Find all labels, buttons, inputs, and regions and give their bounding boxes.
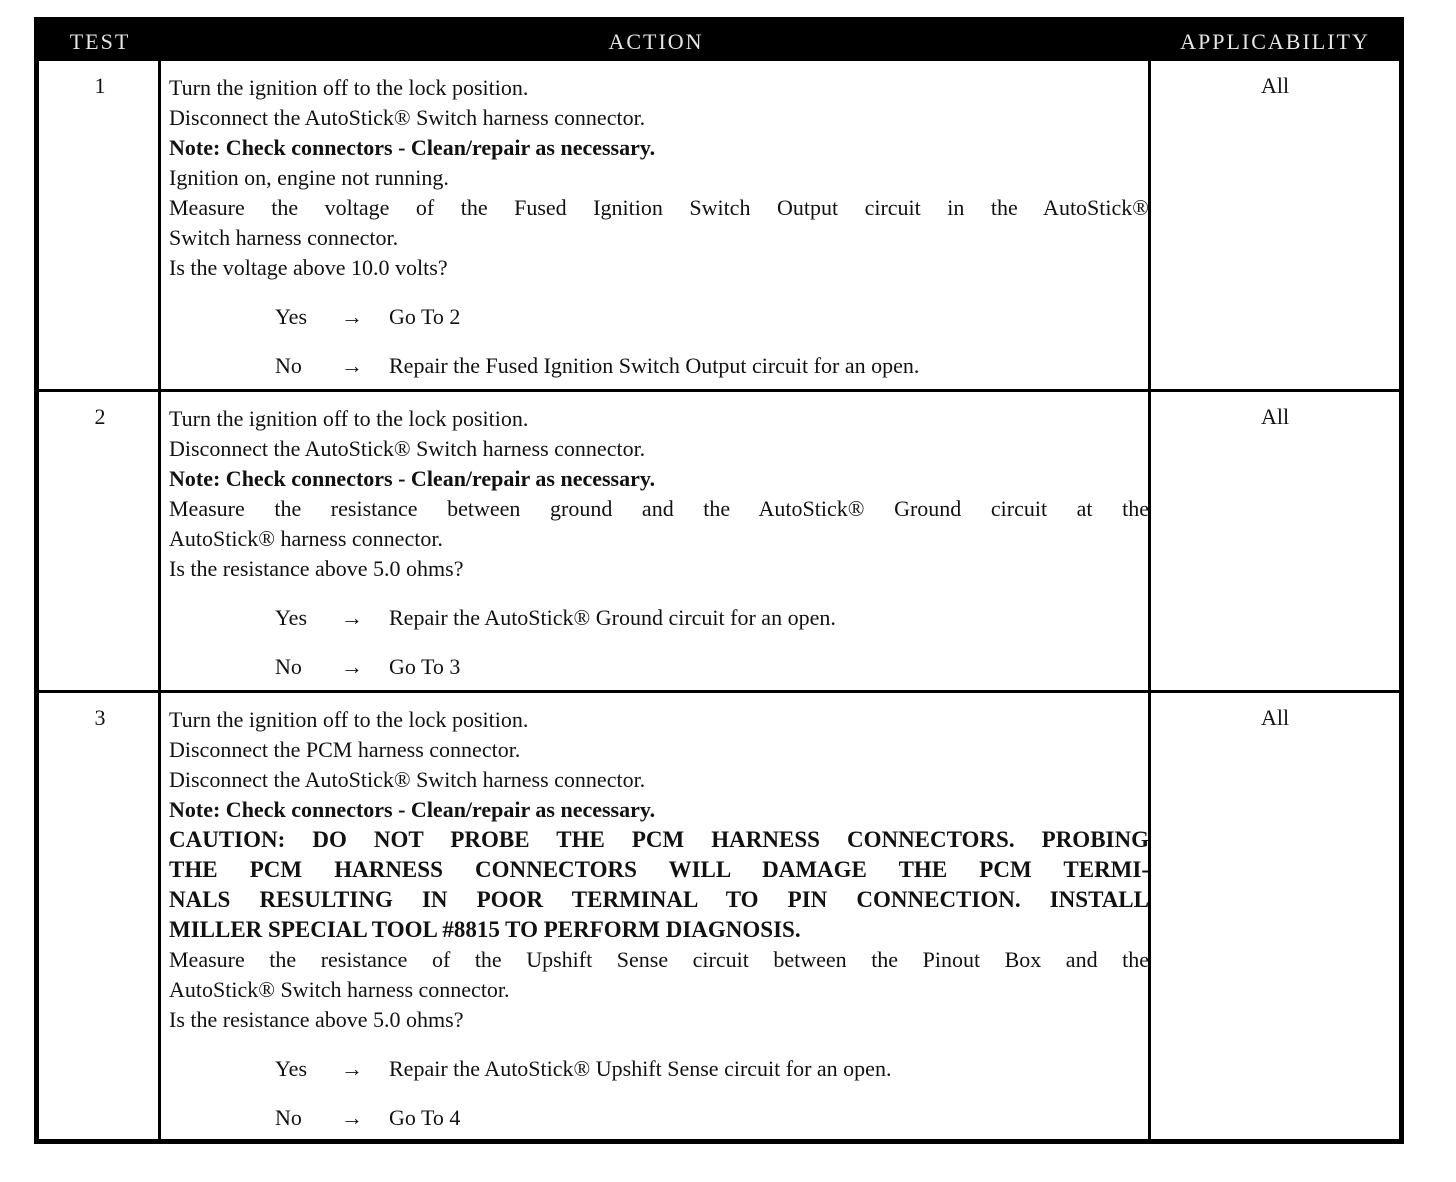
yes-result: Go To 2 [389,304,461,329]
action-line: Disconnect the AutoStick® Switch harness connector. [169,105,646,130]
action-line: Measure the voltage of the Fused Ignition Switch Output circuit in the AutoStick® [169,195,1149,220]
note-line: Note: Check connectors - Clean/repair as necessary. [169,797,656,822]
table-row [39,61,1399,391]
caution-line: NALS RESULTING IN POOR TERMINAL TO PIN CONNECTION. INSTALL [169,887,1149,912]
arrow-icon: → [341,353,363,378]
yes-branch [169,1054,1149,1084]
arrow-icon: → [341,304,363,329]
action-line: Switch harness connector. [169,225,399,250]
action-line: Ignition on, engine not running. [169,165,449,190]
note-line: Note: Check connectors - Clean/repair as necessary. [169,466,656,491]
table-row [39,693,1399,1143]
action-line: Measure the resistance of the Upshift Sense circuit between the Pinout Box and the [169,947,1149,972]
header-applicability: APPLICABILITY [1180,29,1370,54]
test-number: 1 [94,73,106,98]
question-line: Is the voltage above 10.0 volts? [169,255,448,280]
no-result: Go To 3 [389,654,461,679]
no-result: Repair the Fused Ignition Switch Output circuit for an open. [389,353,920,378]
table-header [39,22,1399,61]
no-branch [169,1103,1149,1133]
header-action: ACTION [608,29,704,54]
applicability-value: All [1260,404,1290,429]
test-number: 2 [94,404,106,429]
action-line: Turn the ignition off to the lock position. [169,75,529,100]
yes-branch [169,603,1149,633]
test-number: 3 [94,705,106,730]
diagnostic-table [34,17,1404,1144]
action-line: AutoStick® Switch harness connector. [169,977,510,1002]
table-row [39,392,1399,690]
arrow-icon: → [341,605,363,630]
yes-result: Repair the AutoStick® Ground circuit for an open. [389,605,836,630]
action-line: Turn the ignition off to the lock position. [169,707,529,732]
yes-result: Repair the AutoStick® Upshift Sense circuit for an open. [389,1056,892,1081]
arrow-icon: → [341,1056,363,1081]
action-line: Measure the resistance between ground and the AutoStick® Ground circuit at the [169,496,1149,521]
header-test: TEST [69,29,131,54]
yes-label: Yes [275,605,308,630]
caution-line: THE PCM HARNESS CONNECTORS WILL DAMAGE THE PCM TERMI- [169,857,1149,882]
action-line: AutoStick® harness connector. [169,526,443,551]
action-cell [169,705,1149,1133]
no-label: No [275,353,302,378]
no-result: Go To 4 [389,1105,461,1130]
arrow-icon: → [341,654,363,679]
action-line: Turn the ignition off to the lock position. [169,406,529,431]
action-cell [169,73,1149,381]
yes-label: Yes [275,1056,308,1081]
question-line: Is the resistance above 5.0 ohms? [169,556,464,581]
no-label: No [275,654,302,679]
caution-line: MILLER SPECIAL TOOL #8815 TO PERFORM DIAGNOSIS. [169,917,801,942]
question-line: Is the resistance above 5.0 ohms? [169,1007,464,1032]
caution-line: CAUTION: DO NOT PROBE THE PCM HARNESS CONNECTORS. PROBING [169,827,1149,852]
action-cell [169,404,1149,682]
note-line: Note: Check connectors - Clean/repair as necessary. [169,135,656,160]
no-branch [169,652,1149,682]
applicability-value: All [1260,73,1290,98]
no-branch [169,351,1149,381]
action-line: Disconnect the AutoStick® Switch harness connector. [169,767,646,792]
yes-label: Yes [275,304,308,329]
caution-block [169,825,1149,945]
action-line: Disconnect the PCM harness connector. [169,737,521,762]
no-label: No [275,1105,302,1130]
yes-branch [169,302,1149,332]
arrow-icon: → [341,1105,363,1130]
action-line: Disconnect the AutoStick® Switch harness connector. [169,436,646,461]
applicability-value: All [1260,705,1290,730]
